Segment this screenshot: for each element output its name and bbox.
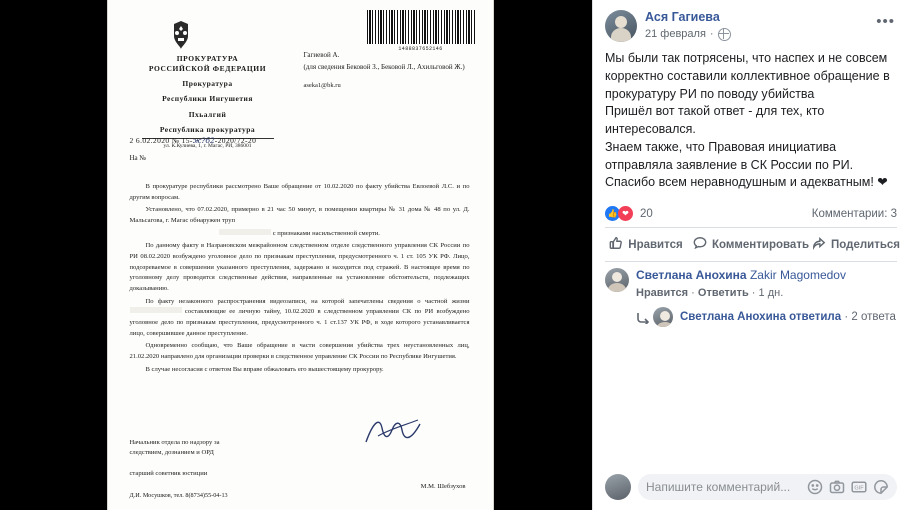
reply-author[interactable]: Светлана Анохина ответила — [680, 310, 842, 323]
redaction-block — [130, 307, 182, 313]
barcode-number: 1488837652146 — [398, 46, 443, 52]
letterhead-line-3a: Пхьалгий — [188, 109, 227, 119]
body-paragraph-redacted: с признаками насильственной смерти. — [130, 229, 470, 240]
emoji-icon[interactable] — [807, 479, 823, 495]
post-author-name[interactable]: Ася Гагиева — [645, 10, 720, 24]
comment-list — [593, 262, 909, 329]
body-paragraph: Одновременно сообщаю, что Ваше обращение в части совершения убийства трех неустановленных лиц, 21.02.2020 направлено для организации проверки в следственное управление СК России по Республике Ингушетия. — [129, 342, 470, 361]
signer-post-line-2: следствием, дознанием и ОРД — [129, 448, 214, 456]
addressee-name: Гагиевой А. — [303, 51, 340, 59]
more-options-icon[interactable]: ••• — [876, 13, 895, 30]
list-item[interactable] — [637, 307, 897, 327]
facebook-post-panel — [592, 0, 909, 510]
comment-composer — [593, 468, 909, 510]
body-paragraph: По факту незаконного распространения видеозаписи, на которой запечатлены сведения о частной жизни составляющие ее личную тайну, 10.02.2020 в следственном управлении СК по РИ возбуждено уголовное дело по признакам преступления, предусмотренного ч. 1 ст.137 УК РФ, в ходе которого устанавливается лицо, совершившее данное преступление. — [129, 297, 470, 337]
comment-button[interactable] — [693, 230, 809, 259]
camera-icon[interactable] — [829, 479, 845, 495]
outgoing-number-handwritten: ж?б2 — [192, 136, 215, 145]
signature-block — [129, 438, 470, 490]
body-paragraph: Установлено, что 07.02.2020, примерно в 21 час 50 минут, в помещении квартиры № 31 дома № 48 по ул. Д. Мальсагова, г. Магас обнаружен труп — [129, 206, 470, 225]
heart-reaction-icon: ❤ — [618, 206, 633, 221]
post-action-bar — [593, 228, 909, 261]
letterhead-line-2b: Республики Ингушетия — [162, 94, 253, 104]
thumbs-up-icon — [609, 236, 623, 253]
signer-post-line-1: Начальник отдела по надзору за — [129, 439, 220, 446]
avatar[interactable] — [653, 307, 673, 327]
addressee-cc: (для сведения Бековой З., Бековой Л., Ахильговой Ж.) — [303, 62, 465, 71]
addressee-email: aseka1@bk.ru — [303, 82, 341, 89]
thumbs-up-reaction-icon: 👍 — [605, 206, 620, 221]
avatar[interactable] — [605, 268, 629, 292]
post-text-line: Знаем также, что Правовая инициатива — [605, 139, 837, 154]
letterhead-address: ул. К.Кулиева, 1, г. Магас, РИ, 386001 — [163, 142, 252, 149]
globe-icon — [718, 28, 731, 41]
comment-timestamp: 1 дн. — [758, 286, 784, 299]
post-text-line: Спасибо всем неравнодушным и адекватным! ❤ — [605, 175, 888, 190]
separator-dot: · — [691, 286, 695, 299]
post-text-line: прокуратуру РИ по поводу убийства — [605, 86, 815, 101]
post-text-line: Мы были так потрясены, что наспех и не совсем — [605, 51, 888, 65]
comment-input[interactable] — [638, 474, 897, 500]
post-timestamp[interactable]: 21 февраля — [645, 28, 706, 41]
avatar[interactable] — [605, 474, 631, 500]
reaction-summary[interactable] — [605, 206, 653, 221]
sticker-icon[interactable] — [873, 479, 889, 495]
comment-reply-action[interactable]: Ответить — [697, 286, 749, 299]
letterhead-line-1b: РОССИЙСКОЙ ФЕДЕРАЦИИ — [148, 64, 267, 74]
list-item — [605, 268, 897, 299]
comment-tagged-user[interactable]: Zakir Magomedov — [749, 268, 846, 282]
separator-dot: · — [709, 28, 714, 41]
incoming-number-label: На № — [129, 154, 147, 162]
body-paragraph: В прокуратуре республики рассмотрено Ваше обращение от 10.02.2020 по факту убийства Евлоевой Л.С. и по другим вопросам. — [129, 183, 470, 201]
redaction-block — [219, 229, 271, 235]
separator-dot: · — [751, 286, 756, 299]
comment-author[interactable]: Светлана Анохина — [636, 268, 747, 282]
share-icon — [812, 236, 826, 253]
reply-arrow-icon — [637, 311, 649, 323]
russian-coat-of-arms-icon — [168, 20, 194, 50]
post-text-line: отправляла заявление в СК России по РИ. — [605, 157, 854, 172]
post-header — [593, 0, 909, 46]
outgoing-number: 2 6.02.2020 № 15- — [129, 136, 193, 145]
addressee-block — [304, 50, 476, 91]
outgoing-number-rest: -2020/72-20 — [214, 136, 257, 145]
comments-count[interactable]: Комментарии: 3 — [811, 207, 897, 220]
share-button[interactable] — [809, 230, 903, 259]
letterhead-line-1a: ПРОКУРАТУРА — [176, 54, 239, 63]
post-text-line: интересовался. — [605, 122, 696, 136]
reaction-count: 20 — [640, 207, 653, 220]
scanned-letter — [108, 0, 493, 510]
barcode-icon — [367, 10, 475, 44]
letterhead-line-3b: Республика прокуратура — [159, 124, 256, 134]
document-body — [130, 182, 470, 377]
comment-icon — [693, 236, 707, 253]
separator-dot: · — [844, 310, 849, 323]
document-executor: Д.И. Мосушков, тел. 8(8734)55-04-13 — [129, 492, 228, 499]
comment-input-placeholder: Напишите комментарий... — [646, 480, 791, 494]
comment-like-action[interactable]: Нравится — [636, 286, 689, 299]
avatar[interactable] — [605, 10, 637, 42]
post-text-line: корректно составили коллективное обращение в — [605, 68, 890, 83]
body-paragraph: В случае несогласия с ответом Вы вправе обжаловать его вышестоящему прокурору. — [145, 365, 384, 373]
share-button-label: Поделиться — [831, 238, 901, 251]
signer-name: М.М. Шебзухов — [420, 483, 466, 490]
document-dateline — [130, 136, 300, 162]
svg-text:GIF: GIF — [854, 485, 864, 492]
like-button-label: Нравится — [628, 238, 683, 251]
post-text — [593, 46, 909, 200]
comment-button-label: Комментировать — [712, 238, 810, 251]
like-button[interactable] — [599, 230, 693, 259]
post-text-line: Пришёл вот такой ответ - для тех, кто — [605, 104, 825, 119]
letterhead-line-2a: Прокуратура — [182, 79, 233, 89]
reply-count[interactable]: 2 ответа — [851, 310, 896, 323]
signer-rank: старший советник юстиции — [129, 469, 208, 477]
gif-icon[interactable] — [851, 479, 867, 495]
body-paragraph: По данному факту в Назрановском межрайонном следственном отделе следственного управления СК России по РИ 08.02.2020 возбуждено уголовное дело по признакам преступления, предусмотренного ч. 1 ст. 105 УК РФ. Лицо, подозреваемое в совершении указанного преступления, задержано и находится под стражей. В настоящее время по уголовному делу проводятся следственные действия, направленные на установление обстоятельств, подлежащих доказыванию. — [129, 242, 470, 293]
post-stats — [593, 200, 909, 227]
